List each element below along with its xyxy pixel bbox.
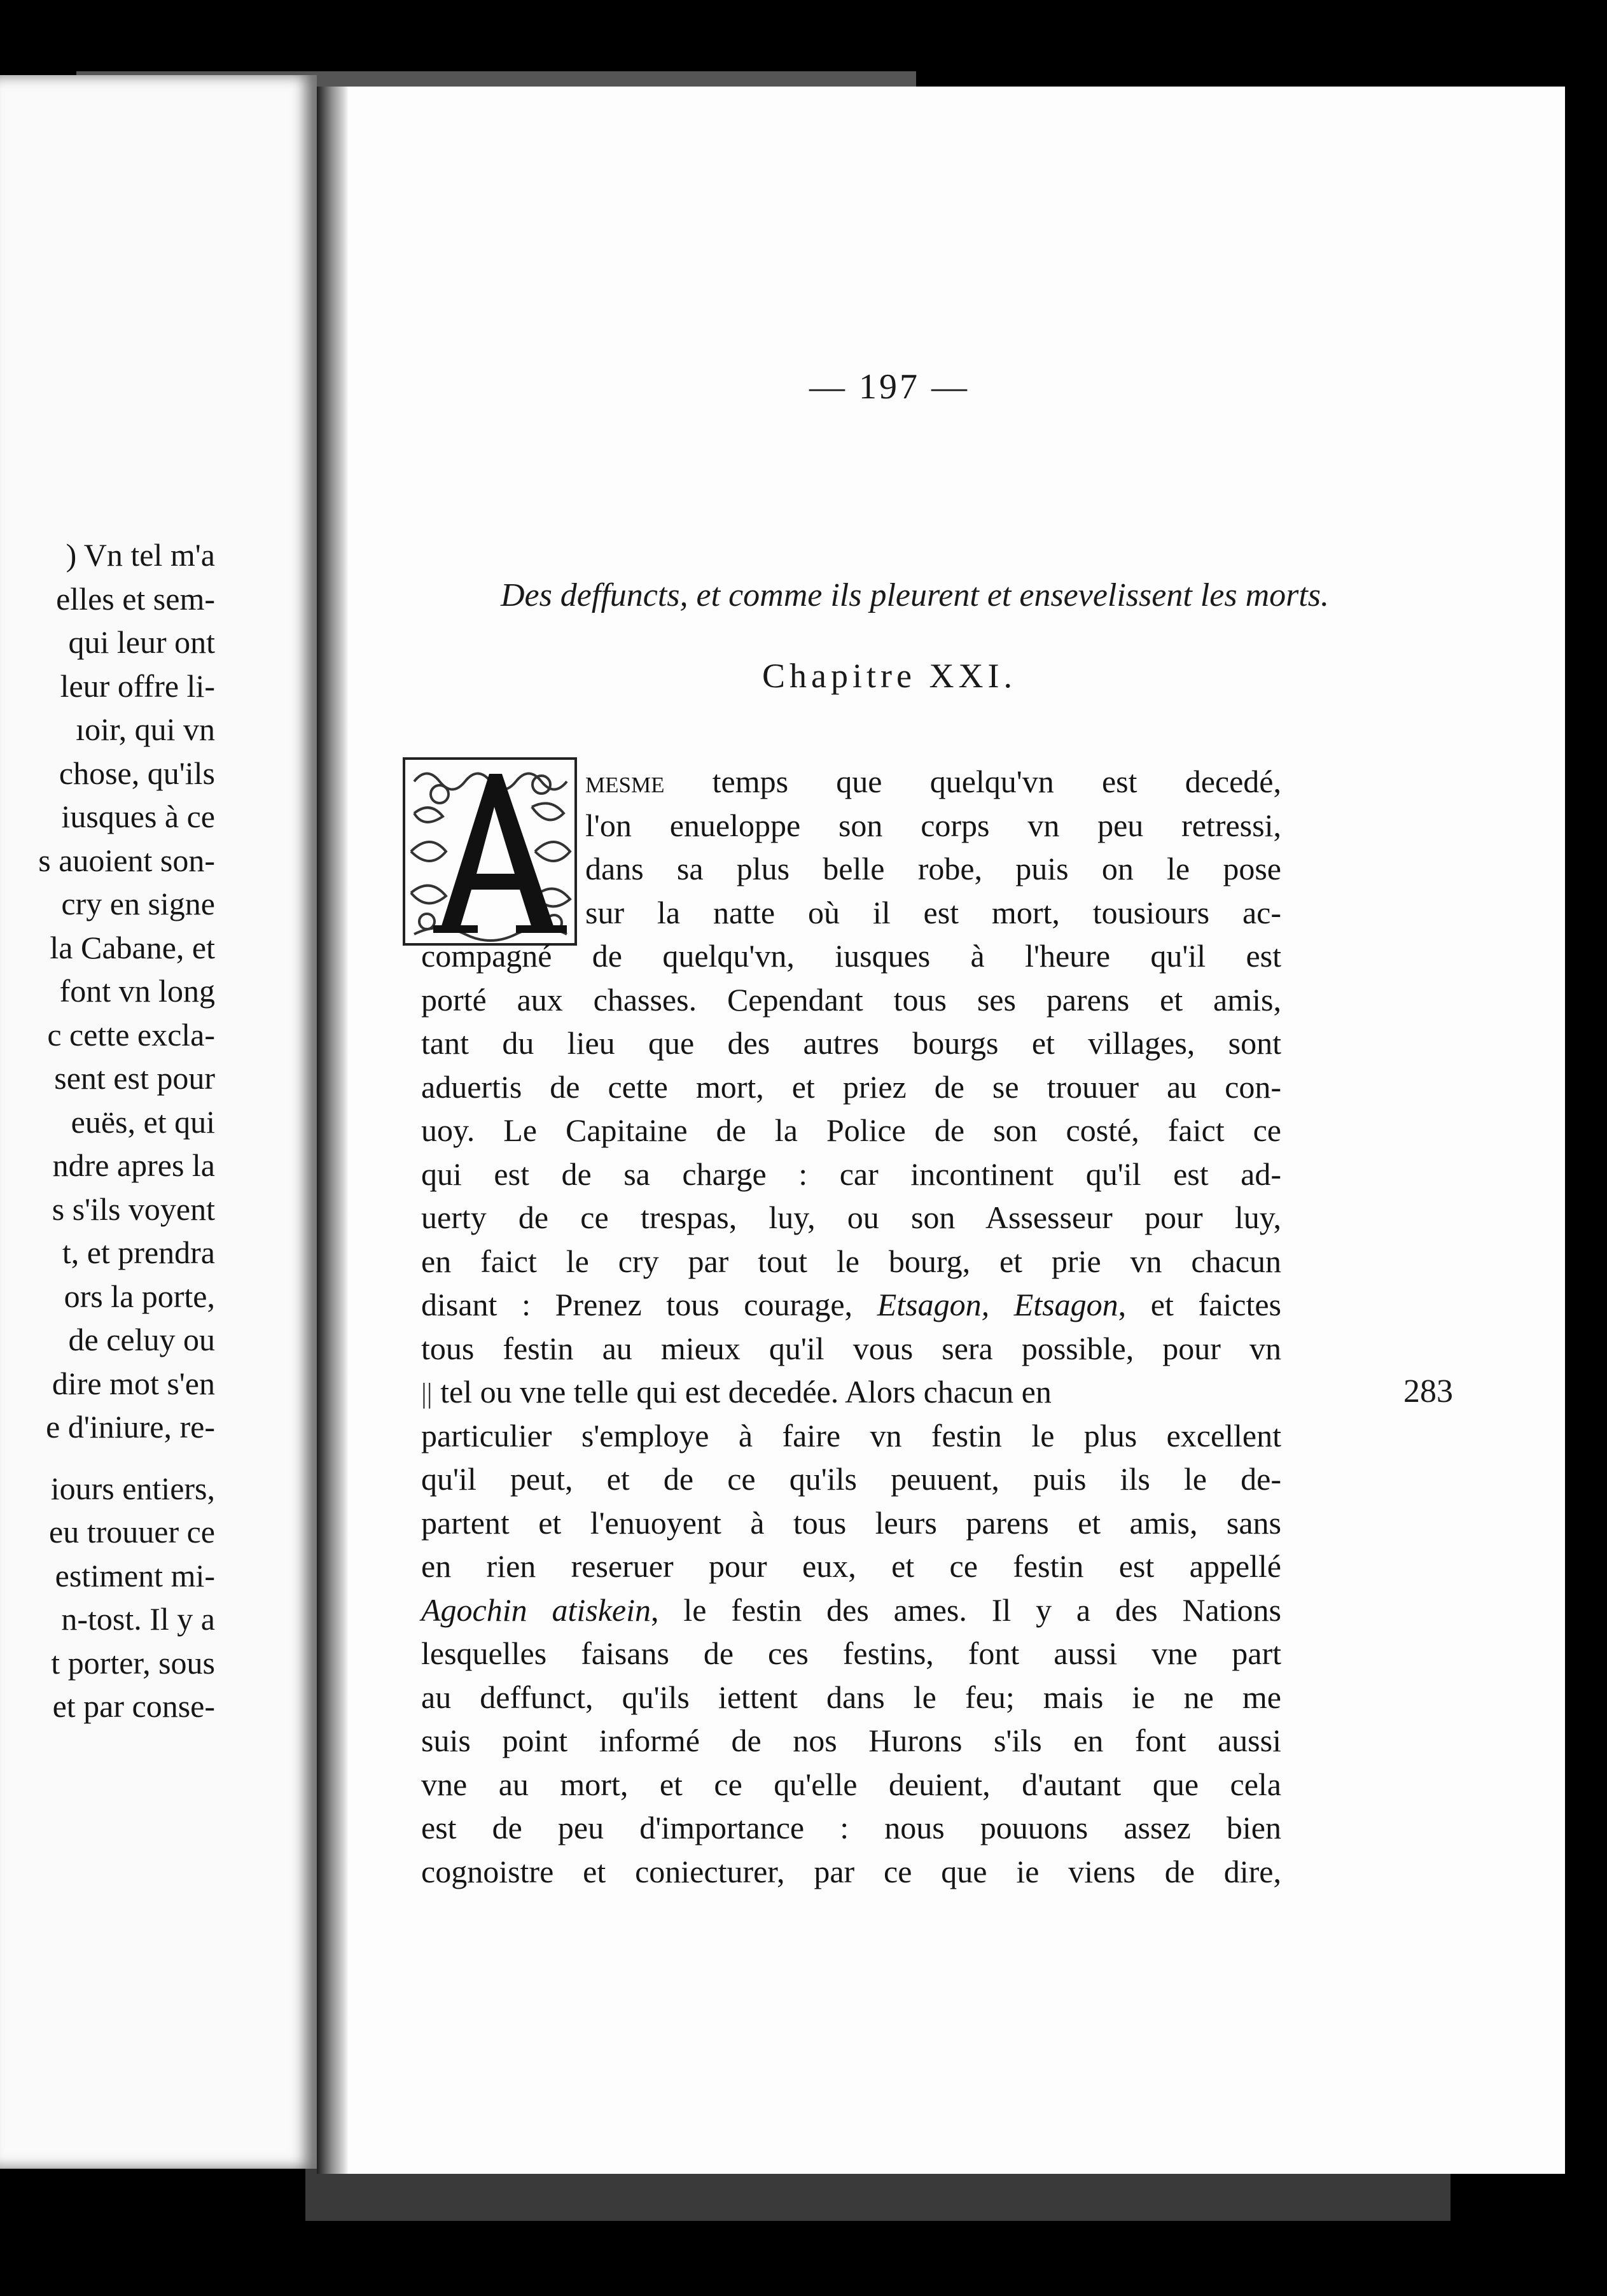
body-line: lesquelles faisans de ces festins, font aussi vne part [421,1635,1281,1671]
body-line: au deffunct, qu'ils iettent dans le feu; mais ie ne me [421,1679,1281,1715]
left-line: iours entiers, [50,1470,215,1506]
left-line: c cette excla- [47,1016,215,1053]
left-line: eu trouuer ce [49,1514,215,1550]
body-line: tant du lieu que des autres bourgs et villages, sont [421,1025,1281,1061]
body-line: sur la natte où il est mort, tousiours ac- [585,894,1281,930]
left-line: cry en signe [61,886,215,921]
body-line: en rien reseruer pour eux, et ce festin est appellé [421,1548,1281,1584]
left-line: font vn long [59,973,215,1009]
chapter-heading: Des deffuncts, et comme ils pleurent et ensevelissent les morts. [500,577,1330,613]
body-line: suis point informé de nos Hurons s'ils en font aussi [421,1723,1281,1758]
left-line: dire mot s'en [52,1365,215,1401]
body-line: particulier s'employe à faire vn festin le plus excellent [421,1417,1281,1453]
left-line: chose, qu'ils [59,755,215,791]
left-line: iusques à ce [61,799,215,834]
line-mark: || [421,1378,433,1409]
body-line: cognoistre et coniecturer, par ce que ie viens de dire, [421,1853,1281,1889]
body-line: vne au mort, et ce qu'elle deuient, d'autant que cela [421,1766,1281,1802]
left-line: de celuy ou [68,1322,215,1357]
left-line: et par conse- [52,1688,215,1724]
chapter-body [421,760,1598,1893]
body-line: compagné de quelqu'vn, iusques à l'heure qu'il est [421,938,1281,974]
left-line: s s'ils voyent [52,1191,215,1227]
margin-page-note: 283 [1403,1373,1453,1410]
body-line-text: , le festin des ames. Il y a des Nations [650,1592,1281,1628]
left-line: qui leur ont [68,624,215,660]
left-line: leur offre li- [60,668,215,704]
body-line: partent et l'enuoyent à tous leurs parens et amis, sans [421,1504,1281,1541]
page-number: — 197 — [809,367,970,407]
body-line: en faict le cry par tout le bourg, et prie vn chacun [421,1243,1281,1279]
left-page [0,75,317,2169]
left-line: la Cabane, et [50,929,215,965]
body-line: dans sa plus belle robe, puis on le pose [585,851,1281,886]
left-line: e d'iniure, re- [46,1409,215,1445]
body-line: tous festin au mieux qu'il vous sera possible, pour vn [421,1330,1281,1366]
body-line: uerty de ce trespas, luy, ou son Assesseur pour luy, [421,1200,1281,1235]
chapter-title: Chapitre XXI. [762,657,1017,695]
left-line: elles et sem- [56,580,215,617]
left-page-text [0,533,215,1728]
left-line: sent est pour [54,1060,215,1096]
body-line: aduertis de cette mort, et priez de se trouuer au con- [421,1068,1281,1105]
body-line-text: disant : Prenez tous courage, [421,1287,877,1322]
body-line-text: , et faictes [1118,1287,1281,1322]
page-gutter [317,87,349,2174]
paragraph-gap [0,1449,215,1467]
left-line: ors la porte, [64,1278,215,1314]
left-line: ıoir, qui vn [76,711,215,747]
body-line [421,1283,1281,1327]
left-line: estiment mi- [55,1557,215,1593]
right-page [317,87,1565,2174]
body-line [421,760,1281,804]
left-line: euës, et qui [71,1103,215,1140]
left-line: s auoient son- [38,842,215,878]
body-line: porté aux chasses. Cependant tous ses parens et amis, [421,981,1281,1018]
body-line: qu'il peut, et de ce qu'ils peuuent, puis ils le de- [421,1461,1281,1497]
left-line: ) Vn tel m'a [66,537,215,573]
body-line: est de peu d'importance : nous pouuons assez bien [421,1810,1281,1845]
left-line: ndre apres la [52,1147,215,1183]
body-line: l'on enueloppe son corps vn peu retressi, [585,807,1281,843]
left-line: n-tost. Il y a [61,1601,215,1637]
small-caps-word: mesme [585,764,665,799]
italic-term: Agochin atiskein [421,1592,651,1628]
body-line: uoy. Le Capitaine de la Police de son costé, faict ce [421,1112,1281,1148]
body-line [421,1588,1281,1632]
left-line: t porter, sous [51,1644,215,1681]
body-line [421,1370,1598,1414]
body-line: qui est de sa charge : car incontinent qu'il est ad- [421,1156,1281,1192]
left-line: t, et prendra [62,1235,215,1270]
italic-term: Etsagon, Etsagon [877,1287,1118,1322]
body-line-text: tel ou vne telle qui est decedée. Alors chacun en [432,1374,1052,1410]
body-line-text: temps que quelqu'vn est decedé, [664,764,1281,799]
